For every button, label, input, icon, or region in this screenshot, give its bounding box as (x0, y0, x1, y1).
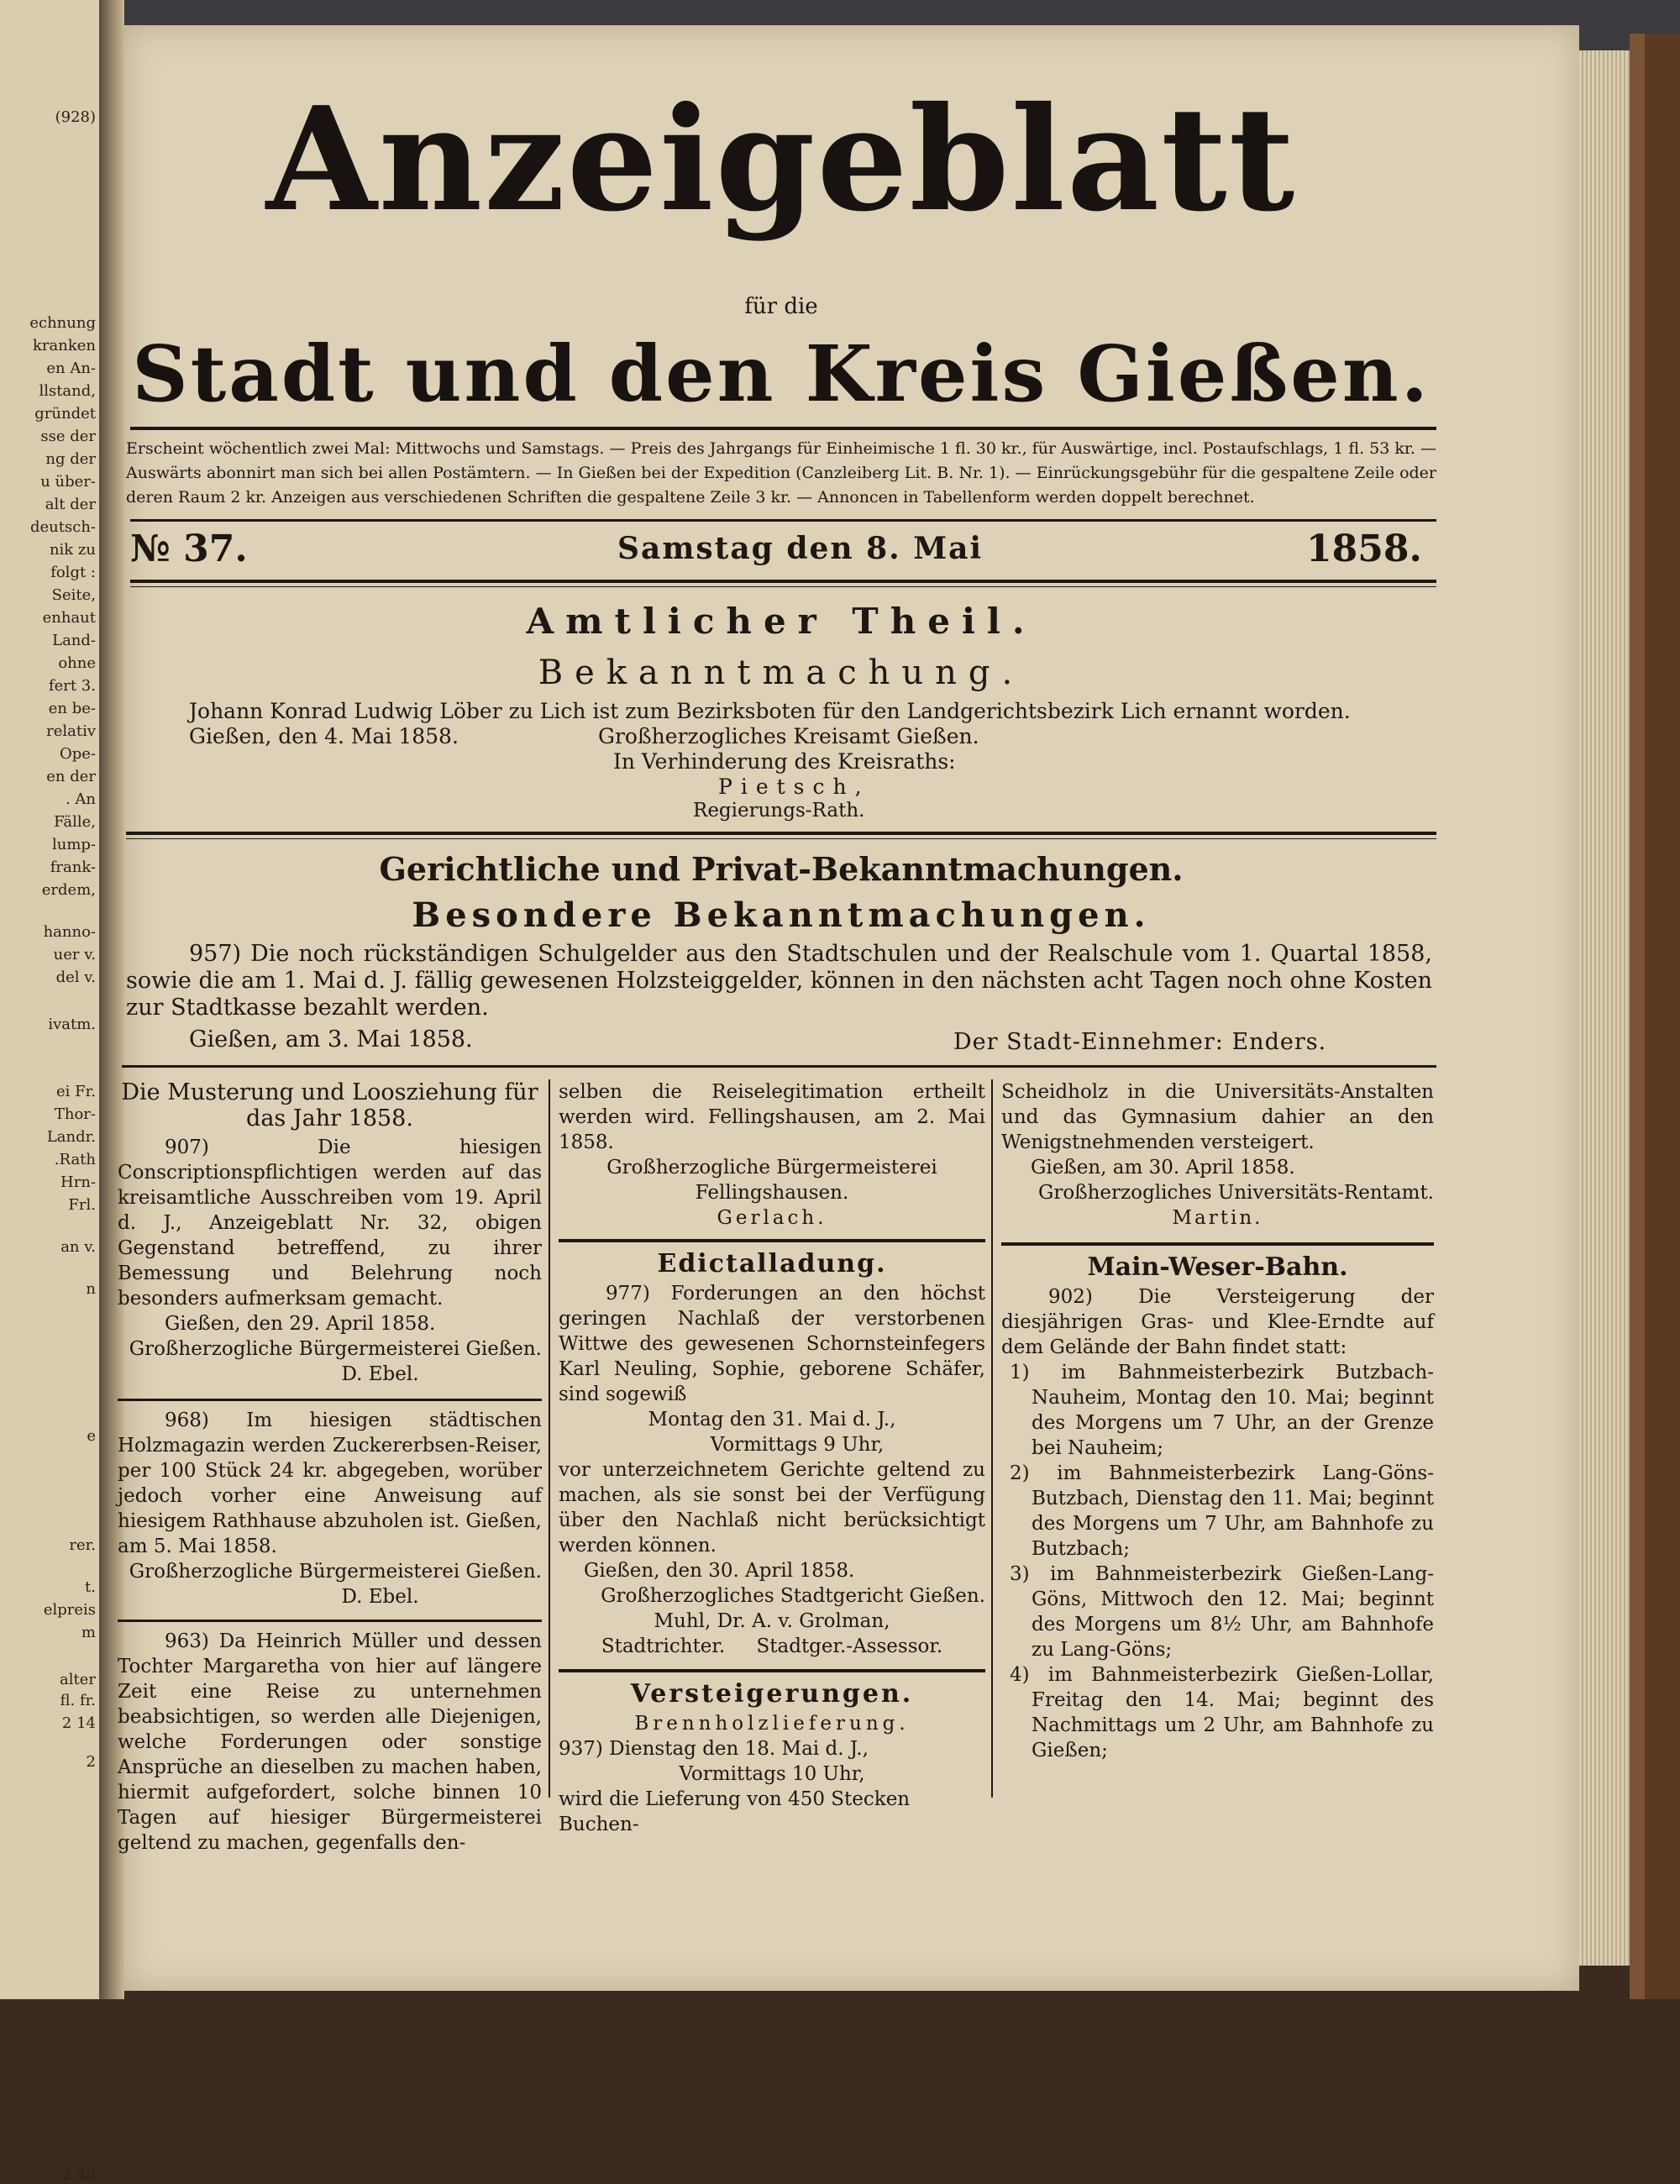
left-page-fragment: deutsch- (30, 518, 96, 536)
left-page-fragment: t. (85, 1578, 96, 1596)
left-page-fragment: elpreis (43, 1601, 96, 1619)
left-page-fragment: Hrn- (60, 1173, 96, 1191)
left-page-fragment: Land- (52, 632, 96, 649)
masthead-fuer-die: für die (744, 294, 818, 319)
notice-902-item-1: 1) im Bahnmeisterbezirk Butzbach-Nauheim, Montag den 10. Mai; beginnt des Morgens um 7 Uhr, an der Grenze bei Nauheim; (1010, 1362, 1434, 1459)
column-2 (559, 1079, 985, 1837)
official-office: Großherzogliches Kreisamt Gießen. (598, 724, 979, 748)
notice-937-day: 937) Dienstag den 18. Mai d. J., (559, 1738, 869, 1760)
notice-907-signer: D. Ebel. (341, 1363, 419, 1385)
masthead-subtitle: Stadt und den Kreis Gießen. (132, 328, 1431, 419)
left-page-fragment: Seite, (51, 586, 96, 604)
left-page-fragment: m (81, 1624, 96, 1641)
left-page-fragment: . An (65, 790, 96, 808)
rail-heading: Main-Weser-Bahn. (1087, 1252, 1348, 1282)
notice-907-title: Die Musterung und Loosziehung für das Jahr 1858. (121, 1079, 538, 1131)
notice-cont-text: selben die Reiselegitimation ertheilt werden wird. Fellingshausen, am 2. Mai 1858. (559, 1081, 985, 1153)
rule-official-thin (126, 838, 1436, 839)
left-page-fragment: hanno- (43, 923, 96, 941)
notice-977-date: Gießen, den 30. April 1858. (584, 1560, 855, 1582)
column-3 (1001, 1079, 1434, 1763)
private-heading: Gerichtliche und Privat-Bekanntmachungen. (379, 850, 1184, 888)
book-cover-edge (1630, 34, 1680, 1999)
notice-957-place-date: Gießen, am 3. Mai 1858. (189, 1026, 473, 1053)
left-page-fragment: 2 14 (61, 1714, 96, 1732)
left-page-fragment: sse der (40, 428, 96, 445)
private-subheading: Besondere Bekanntmachungen. (412, 895, 1151, 935)
notice-977-text2: vor unterzeichnetem Gerichte geltend zu machen, als sie sonst bei der Verfügung über den Nachlaß nicht berücksichtigt werden können. (559, 1459, 985, 1557)
left-page-fragment: .Rath (54, 1151, 96, 1168)
notice-963-text: 963) Da Heinrich Müller und dessen Tochter Margaretha von hier auf längere Zeit eine Reise zu unternehmen beabsichtigen, so werden alle Diejenigen, welche Forderungen oder sonstige Ansprüche an dieselben zu machen haben, hiermit aufgefordert, solche binnen 10 Tagen auf hiesiger Bürgermeisterei geltend zu machen, gegenfalls den- (118, 1630, 542, 1854)
left-page-fragment: lump- (51, 836, 96, 853)
left-page-fragment: 2 (86, 1753, 96, 1771)
subscription-terms: Erscheint wöchentlich zwei Mal: Mittwochs und Samstags. — Preis des Jahrgangs für Einheimische 1 fl. 30 kr., für Auswärtige, incl. Postaufschlags, 1 fl. 53 kr. — Auswärts abonnirt man sich bei allen Postämtern. — In Gießen bei der Expedition (Canzleiberg Lit. B. Nr. 1). — Einrückungsgebühr für die gespaltene Zeile oder deren Raum 2 kr. Anzeigen aus verschiedenen Schriften die gespaltene Zeile 3 kr. — Annoncen in Tabellenform werden doppelt berechnet. (126, 439, 1436, 507)
left-page-fragment: erdem, (41, 881, 96, 899)
official-place-date: Gießen, den 4. Mai 1858. (189, 724, 459, 748)
left-page-fragment: llstand, (39, 382, 96, 400)
left-page-fragment: (928) (55, 108, 96, 126)
left-page-fragment: u über- (40, 473, 96, 491)
left-page-fragment: enhaut (42, 609, 96, 627)
notice-937-text: wird die Lieferung von 450 Stecken Buchen- (559, 1788, 911, 1835)
notice-907-date: Gießen, den 29. April 1858. (165, 1313, 436, 1335)
left-page-fragment: frank- (50, 858, 96, 876)
notice-977-time: Vormittags 9 Uhr, (710, 1434, 885, 1456)
rule-terms (130, 519, 1436, 522)
notice-957-text: 957) Die noch rückständigen Schulgelder aus den Stadtschulen und der Realschule vom 1. Quartal 1858, sowie die am 1. Mai d. J. fällig gewesenen Holzsteiggelder, können in den nächsten acht Tagen noch ohne Kosten zur Stadtkasse bezahlt werden. (126, 941, 1432, 1021)
left-page-fragment: fert 3. (48, 677, 96, 695)
left-page-fragment: rer. (69, 1536, 96, 1554)
official-in-lieu: In Verhinderung des Kreisraths: (613, 749, 956, 774)
edict-heading: Edictalladung. (657, 1249, 887, 1278)
issue-year: 1858. (1306, 528, 1422, 570)
notice-907-office: Großherzogliche Bürgermeisterei Gießen. (129, 1338, 542, 1360)
left-page-fragment: kranken (33, 337, 96, 354)
left-page-fragment: ivatm. (48, 1016, 96, 1033)
left-page-fragment: 2 40 (61, 2166, 96, 2184)
column-1 (118, 1079, 542, 1856)
left-page-fragment: del v. (55, 969, 96, 986)
issue-number: № 37. (130, 528, 248, 570)
notice-col3-cont-office: Großherzogliches Universitäts-Rentamt. (1038, 1182, 1434, 1204)
official-text: Johann Konrad Ludwig Löber zu Lich ist zum Bezirksboten für den Landgerichtsbezirk Lich ernannt worden. (189, 699, 1351, 723)
column-divider-1 (549, 1079, 550, 1798)
left-page-fragment: en An- (46, 360, 96, 377)
left-page-fragment: en der (46, 768, 96, 785)
rule-col2-b (559, 1669, 985, 1672)
column-divider-2 (991, 1079, 993, 1798)
left-page-fragment: ng der (45, 450, 96, 468)
official-signer-title: Regierungs-Rath. (693, 800, 865, 822)
rule-col3-a (1001, 1242, 1434, 1246)
left-page-fragment: nik zu (49, 541, 96, 559)
masthead-title: Anzeigeblatt (265, 76, 1297, 244)
official-subheading: Bekanntmachung. (538, 654, 1025, 692)
auction-subheading: Brennholzlieferung. (634, 1713, 910, 1735)
left-page-fragment: alter (60, 1671, 96, 1688)
left-page-fragment: e (87, 1427, 96, 1445)
left-page-fragment: gründet (34, 405, 96, 423)
left-page-fragment: ohne (58, 654, 96, 672)
left-page-fragment: ei Fr. (56, 1083, 96, 1100)
left-page-fragment: Frl. (68, 1196, 96, 1214)
notice-col3-cont-date: Gießen, am 30. April 1858. (1031, 1157, 1295, 1179)
notice-col3-cont-text: Scheidholz in die Universitäts-Anstalten und das Gymnasium dahier an den Wenigstnehmenden versteigert. (1001, 1081, 1434, 1153)
notice-977-office: Großherzogliches Stadtgericht Gießen. (601, 1585, 985, 1607)
left-page-fragment: Thor- (54, 1105, 96, 1123)
notice-968-signer: D. Ebel. (341, 1586, 419, 1608)
notice-937-time: Vormittags 10 Uhr, (679, 1763, 865, 1785)
rule-col1-a (118, 1399, 542, 1401)
page-stack-edge (1579, 50, 1630, 1966)
left-page-fragment: Landr. (46, 1128, 96, 1146)
rule-official (126, 832, 1436, 835)
left-page-fragment: alt der (45, 496, 96, 513)
notice-907-text: 907) Die hiesigen Conscriptionspflichtigen werden auf das kreisamtliche Ausschreiben vom 19. April d. J., Anzeigeblatt Nr. 32, obigen Gegenstand betreffend, zu ihrer Bemessung und Belehrung noch besonders aufmerksam gemacht. (118, 1137, 542, 1310)
left-page-fragment: folgt : (50, 564, 96, 581)
rule-col1-b (118, 1620, 542, 1622)
rule-private (122, 1065, 1436, 1068)
notice-977-signers: Muhl, Dr. A. v. Grolman, (654, 1610, 890, 1632)
notice-cont-office: Großherzogliche Bürgermeisterei Fellingshausen. (606, 1157, 937, 1204)
left-page-fragment: fl. fr. (60, 1692, 96, 1709)
notice-col3-cont-signer: Martin. (1172, 1207, 1263, 1229)
rule-issue-thin (130, 586, 1436, 587)
rule-col2-a (559, 1239, 985, 1242)
left-page-fragment: Ope- (59, 745, 96, 763)
rule-masthead (130, 427, 1436, 430)
left-page-fragment: en be- (48, 700, 96, 717)
left-page-fragment: echnung (29, 314, 96, 332)
notice-977-day: Montag den 31. Mai d. J., (648, 1409, 896, 1431)
notice-902-item-2: 2) im Bahnmeisterbezirk Lang-Göns-Butzbach, Dienstag den 11. Mai; beginnt des Morgens um 7 Uhr, am Bahnhofe zu Butzbach; (1010, 1462, 1434, 1560)
official-heading: Amtlicher Theil. (526, 601, 1037, 642)
left-page-fragment: Fälle, (54, 813, 96, 831)
left-page-fragment: relativ (46, 722, 96, 740)
notice-968-office: Großherzogliche Bürgermeisterei Gießen. (129, 1561, 542, 1583)
notice-902-item-3: 3) im Bahnmeisterbezirk Gießen-Lang-Göns, Mittwoch den 12. Mai; beginnt des Morgens um 8½ Uhr, am Bahnhofe zu Lang-Göns; (1010, 1563, 1434, 1661)
notice-977-text: 977) Forderungen an den höchst geringen Nachlaß der verstorbenen Wittwe des gewesenen Schornsteinfegers Karl Neuling, Sophie, geborene Schäfer, sind sogewiß (559, 1283, 985, 1405)
notice-902-item-4: 4) im Bahnmeisterbezirk Gießen-Lollar, Freitag den 14. Mai; beginnt des Nachmittags um 2 Uhr, am Bahnhofe zu Gießen; (1010, 1664, 1434, 1761)
issue-date: Samstag den 8. Mai (617, 531, 984, 566)
official-signer: Pietsch, (718, 774, 870, 799)
left-page-fragment: an v. (60, 1238, 96, 1256)
left-page-fragment: uer v. (53, 946, 96, 963)
left-page-fragment: n (86, 1280, 96, 1298)
notice-cont-signer: Gerlach. (717, 1207, 827, 1229)
notice-977-titles: Stadtrichter. Stadtger.-Assessor. (601, 1635, 943, 1657)
rule-issue (130, 580, 1436, 583)
left-page-edge (0, 0, 101, 2184)
notice-902-text: 902) Die Versteigerung der diesjährigen Gras- und Klee-Erndte auf dem Gelände der Bahn findet statt: (1001, 1286, 1434, 1358)
notice-957-signer: Der Stadt-Einnehmer: Enders. (953, 1029, 1327, 1055)
auction-heading: Versteigerungen. (630, 1679, 914, 1709)
notice-968-text: 968) Im hiesigen städtischen Holzmagazin werden Zuckererbsen-Reiser, per 100 Stück 24 kr. abgegeben, worüber jedoch vorher eine Anweisung auf hiesigem Rathhause abzuholen ist. Gießen, am 5. Mai 1858. (118, 1410, 542, 1557)
